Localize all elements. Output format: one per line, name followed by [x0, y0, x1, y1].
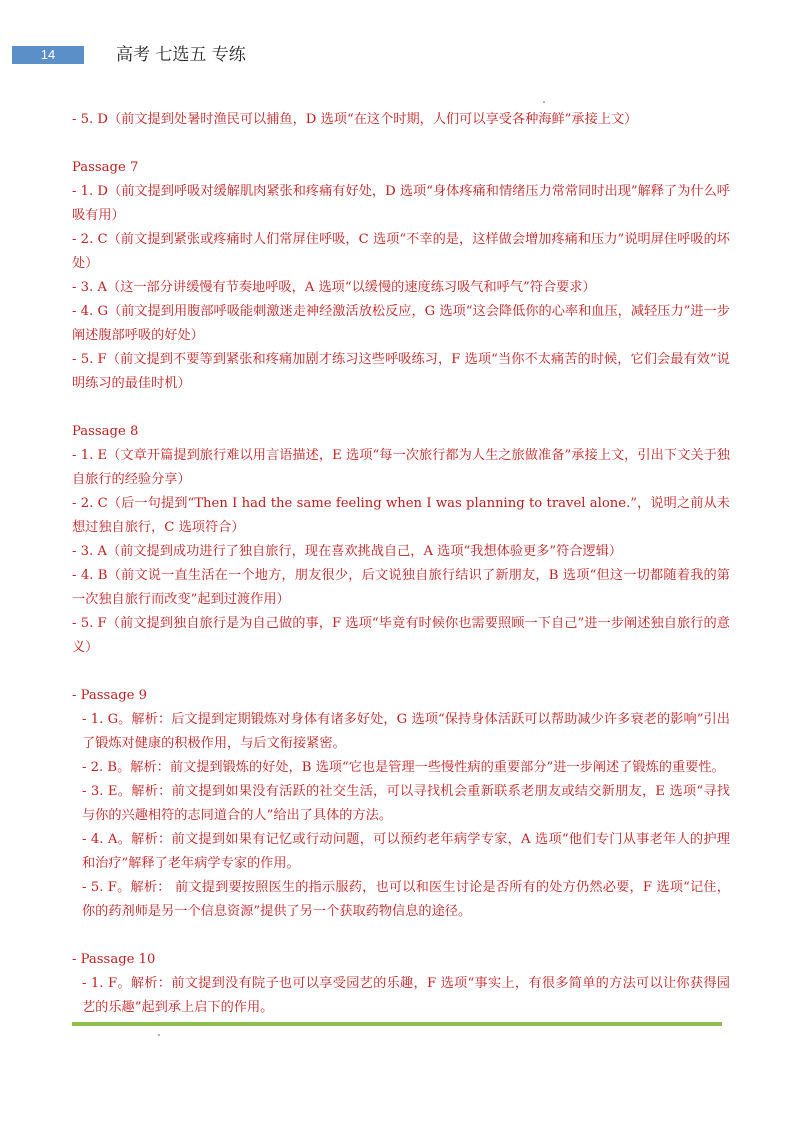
answer-item: - 1. F。解析：前文提到没有院子也可以享受园艺的乐趣，F 选项“事实上，有很多简单的方法可以让你获得园艺的乐趣”起到承上启下的作用。 — [82, 976, 730, 1015]
passage-heading: Passage 8 — [72, 424, 139, 439]
passage-heading: Passage 7 — [72, 160, 139, 175]
speck-mark — [158, 1034, 160, 1036]
answer-item: - 2. C（后一句提到“Then I had the same feeling when I was planning to travel alone.”，说明之前从未想过独自旅行，C 选项符合） — [72, 496, 730, 535]
footer-divider — [72, 1022, 722, 1026]
answer-item: - 1. E（文章开篇提到旅行难以用言语描述，E 选项“每一次旅行都为人生之旅做准备”承接上文，引出下文关于独自旅行的经验分享） — [72, 448, 730, 487]
answer-item: - 4. A。解析：前文提到如果有记忆或行动问题，可以预约老年病学专家，A 选项“他们专门从事老年人的护理和治疗”解释了老年病学专家的作用。 — [82, 832, 730, 871]
passage-heading: - Passage 9 — [72, 688, 148, 703]
answer-item: - 2. C（前文提到紧张或疼痛时人们常屏住呼吸，C 选项“不幸的是，这样做会增加疼痛和压力”说明屏住呼吸的坏处） — [72, 232, 730, 271]
answer-item: - 4. G（前文提到用腹部呼吸能刺激迷走神经激活放松反应，G 选项“这会降低你的心率和血压，减轻压力”进一步阐述腹部呼吸的好处） — [72, 304, 730, 343]
answer-item: - 3. A（这一部分讲缓慢有节奏地呼吸，A 选项“以缓慢的速度练习吸气和呼气”符合要求） — [72, 280, 596, 295]
page-title: 高考 七选五 专练 — [116, 45, 246, 65]
answer-key-body — [72, 108, 730, 1020]
answer-item: - 1. G。解析：后文提到定期锻炼对身体有诸多好处，G 选项“保持身体活跃可以帮助减少许多衰老的影响”引出了锻炼对健康的积极作用，与后文衔接紧密。 — [82, 712, 730, 751]
answer-item: - 5. D（前文提到处暑时渔民可以捕鱼，D 选项“在这个时期，人们可以享受各种海鲜”承接上文） — [72, 112, 638, 127]
page-number: 14 — [40, 47, 56, 62]
answer-item: - 4. B（前文说一直生活在一个地方，朋友很少，后文说独自旅行结识了新朋友，B 选项“但这一切都随着我的第一次独自旅行而改变”起到过渡作用） — [72, 568, 730, 607]
answer-item: - 5. F（前文提到不要等到紧张和疼痛加剧才练习这些呼吸练习，F 选项“当你不太痛苦的时候，它们会最有效”说明练习的最佳时机） — [72, 352, 730, 391]
passage-heading: - Passage 10 — [72, 952, 156, 967]
page-number-badge — [12, 46, 84, 64]
answer-item: - 5. F。解析： 前文提到要按照医生的指示服药，也可以和医生讨论是否所有的处方仍然必要，F 选项“记住，你的药剂师是另一个信息资源”提供了另一个获取药物信息的途径。 — [82, 880, 730, 919]
answer-item: - 1. D（前文提到呼吸对缓解肌肉紧张和疼痛有好处，D 选项“身体疼痛和情绪压力常常同时出现”解释了为什么呼吸有用） — [72, 184, 730, 223]
answer-item: - 3. E。解析：前文提到如果没有活跃的社交生活，可以寻找机会重新联系老朋友或结交新朋友，E 选项“寻找与你的兴趣相符的志同道合的人”给出了具体的方法。 — [82, 784, 730, 823]
answer-item: - 2. B。解析：前文提到锻炼的好处，B 选项“它也是管理一些慢性病的重要部分”进一步阐述了锻炼的重要性。 — [82, 760, 725, 775]
answer-item: - 3. A（前文提到成功进行了独自旅行，现在喜欢挑战自己，A 选项“我想体验更多”符合逻辑） — [72, 544, 623, 559]
answer-item: - 5. F（前文提到独自旅行是为自己做的事，F 选项“毕竟有时候你也需要照顾一下自己”进一步阐述独自旅行的意义） — [72, 616, 730, 655]
speck-mark — [543, 101, 545, 103]
